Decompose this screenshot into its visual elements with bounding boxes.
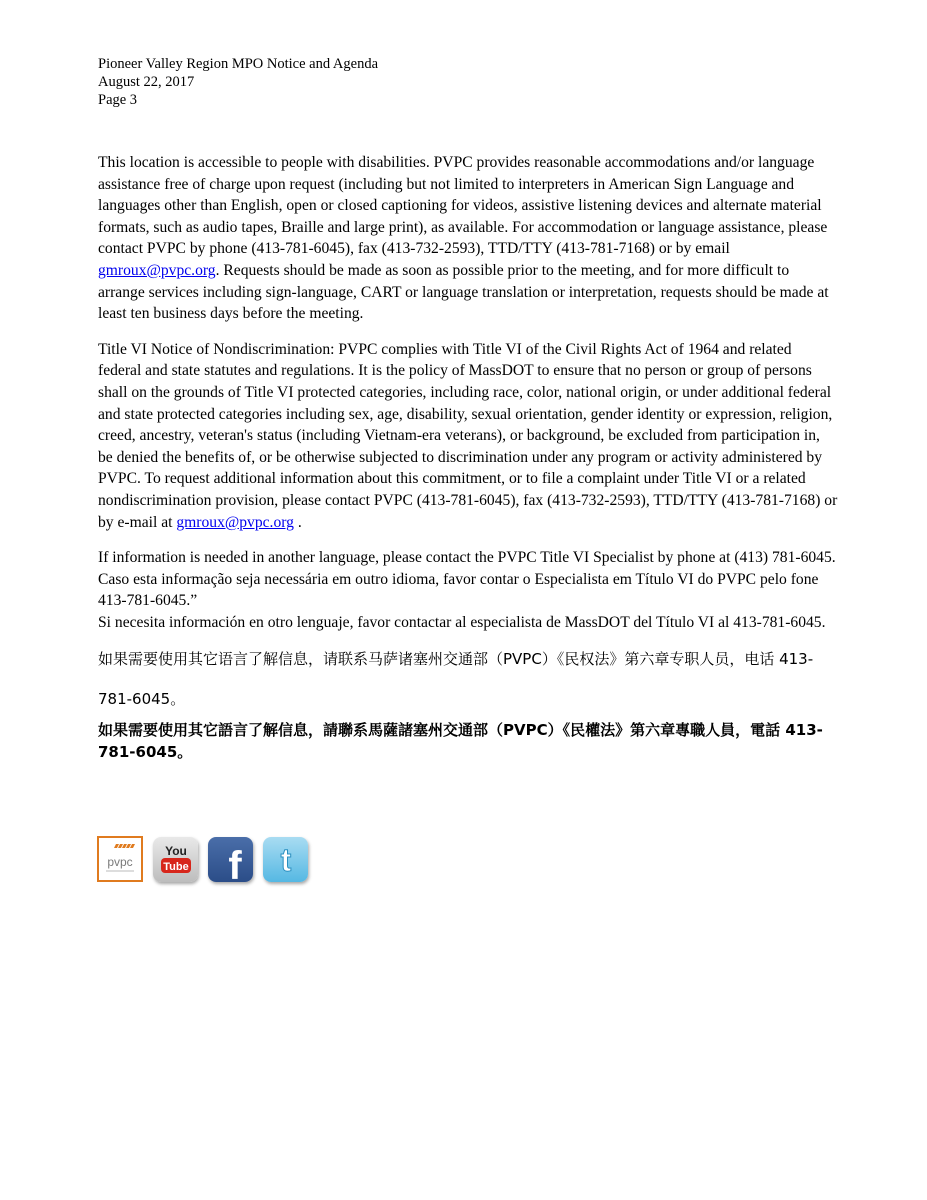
youtube-icon-top-text: You [164, 844, 187, 858]
page-header [98, 55, 378, 109]
language-english: If information is needed in another language, please contact the PVPC Title VI Specialist by phone at (413) 781-6045. [98, 549, 836, 567]
title-vi-text-end: . [293, 513, 302, 531]
title-vi-text: Title VI Notice of Nondiscrimination: PVPC complies with Title VI of the Civil Rights Act of 1964 and related federal and state statutes and regulations. It is the policy of MassDOT to ensure that no person or group of persons shall on the grounds of Title VI protected categories, including race, color, national origin, or under additional federal and state protected categories including sex, age, disability, sexual orientation, gender identity or expression, religion, creed, ancestry, veteran's status (including Vietnam-era veterans), or background, be excluded from participation in, be denied the benefits of, or be otherwise subjected to discrimination under any program or activity administered by PVPC. To request additional information about this commitment, or to file a complaint under Title VI or a related nondiscrimination provision, please contact PVPC (413-781-6045), fax (413-732-2593), TTD/TTY (413-781-7168) or by e-mail at [98, 340, 838, 531]
twitter-icon-glyph: t [280, 842, 291, 878]
twitter-icon[interactable] [263, 837, 308, 882]
accessibility-text-end: . Requests should be made as soon as possible prior to the meeting, and for more difficult to arrange services including sign-language, CART or language translation or interpretation, requests should be made at least ten business days before the meeting. [98, 261, 829, 323]
social-icons-row [97, 836, 308, 882]
youtube-icon[interactable] [153, 837, 198, 882]
language-spanish: Si necesita información en otro lenguaje, favor contactar al especialista de MassDOT del Título VI al 413-781-6045. [98, 613, 826, 631]
notice-body [98, 152, 838, 763]
header-title: Pioneer Valley Region MPO Notice and Agenda [98, 56, 379, 72]
language-chinese-traditional: 如果需要使用其它語言了解信息，請聯系馬薩諸塞州交通部（PVPC）《民權法》第六章專職人員，電話 413-781-6045。 [98, 721, 823, 762]
youtube-icon-bottom-text: Tube [162, 861, 189, 873]
header-page-number: Page 3 [98, 92, 138, 108]
pvpc-logo-text: pvpc [107, 855, 133, 869]
accessibility-email-link[interactable]: gmroux@pvpc.org [98, 261, 216, 279]
title-vi-email-link[interactable]: gmroux@pvpc.org [176, 513, 294, 531]
pvpc-logo-icon[interactable] [97, 836, 143, 882]
facebook-icon[interactable] [208, 837, 253, 882]
language-chinese-simplified: 如果需要使用其它语言了解信息，请联系马萨诸塞州交通部（PVPC）《民权法》第六章专职人员，电话 413-781-6045。 [98, 650, 814, 709]
accessibility-text: This location is accessible to people with disabilities. PVPC provides reasonable accommodations and/or language assistance free of charge upon request (including but not limited to interpreters in American Sign Language and languages other than English, open or closed captioning for videos, assistive listening devices and alternate material formats, such as audio tapes, Braille and large print), as available. For accommodation or language assistance, please contact PVPC by phone (413-781-6045), fax (413-732-2593), TTD/TTY (413-781-7168) or by email [98, 154, 828, 258]
accessibility-paragraph [98, 152, 838, 325]
language-portuguese: Caso esta informação seja necessária em outro idioma, favor contar o Especialista em Título VI do PVPC pelo fone 413-781-6045.” [98, 570, 819, 610]
title-vi-paragraph [98, 339, 838, 533]
header-date: August 22, 2017 [98, 74, 195, 90]
facebook-icon-glyph: f [227, 844, 242, 879]
